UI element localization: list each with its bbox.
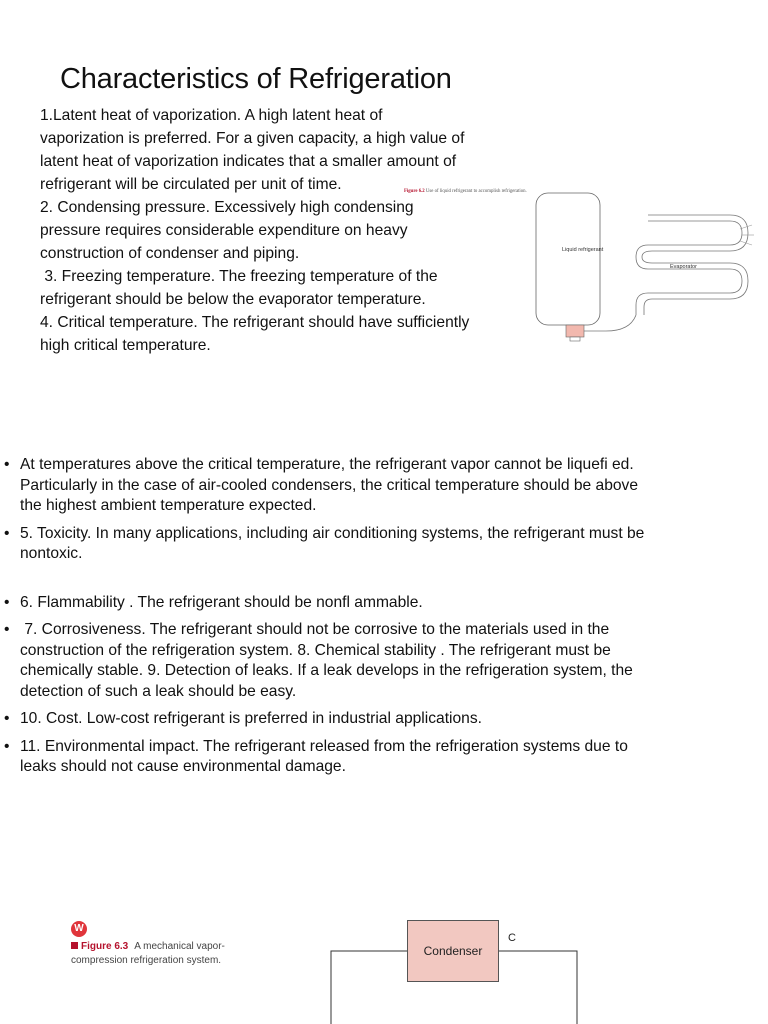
refrigerant-tank bbox=[536, 193, 600, 325]
wiley-badge-icon: W bbox=[71, 921, 87, 937]
paragraph-latent-heat: 1.Latent heat of vaporization. A high latent heat of vaporization is preferred. For a given capacity, a high value of latent heat of vaporization indicates that a smaller amount of refrigerant will be circulated per unit of time. bbox=[40, 107, 465, 193]
bullet-cost: • 10. Cost. Low-cost refrigerant is preferred in industrial applications. bbox=[4, 709, 664, 730]
figure-6-3-number: Figure 6.3 bbox=[81, 941, 129, 952]
figure-6-3-caption-text: A mechanical vapor-compression refrigeration system. bbox=[71, 941, 225, 966]
frost-marks bbox=[740, 225, 754, 245]
bullet-toxicity: • 5. Toxicity. In many applications, including air conditioning systems, the refrigerant must be nontoxic. bbox=[4, 524, 664, 565]
circuit-line-right bbox=[499, 951, 577, 1024]
paragraph-condensing-pressure: 2. Condensing pressure. Excessively high condensing pressure requires considerable expenditure on heavy construction of condenser and piping. bbox=[40, 199, 414, 262]
tank-valve bbox=[566, 325, 584, 337]
figure-6-2-caption-text: Use of liquid refrigerant to accomplish refrigeration. bbox=[425, 189, 527, 194]
tank-outlet bbox=[570, 337, 580, 341]
tank-label: Liquid refrigerant bbox=[562, 247, 604, 253]
point-c-label: C bbox=[508, 932, 516, 944]
bullet-flammability: • 6. Flammability . The refrigerant should be nonfl ammable. bbox=[4, 593, 664, 614]
bullet-critical-note: • At temperatures above the critical temperature, the refrigerant vapor cannot be liquefi ed. Particularly in the case of air-cooled condensers, the critical temperature should be above the highest ambient temperature expected. bbox=[4, 455, 664, 517]
figure-6-3-caption bbox=[71, 940, 271, 968]
paragraph-freezing-temperature: 3. Freezing temperature. The freezing temperature of the refrigerant should be below the evaporator temperature. bbox=[40, 268, 442, 308]
page-title: Characteristics of Refrigeration bbox=[60, 63, 452, 96]
circuit-line-left bbox=[331, 951, 407, 1024]
bullet-corrosiveness: • 7. Corrosiveness. The refrigerant should not be corrosive to the materials used in the construction of the refrigeration system. 8. Chemical stability . The refrigerant must be chemically stable. 9. Detection of leaks. If a leak develops in the refrigeration system, the detection of such a leak should be easy. bbox=[4, 620, 664, 702]
figure-6-2-illustration bbox=[400, 185, 768, 355]
figure-marker-icon bbox=[71, 942, 78, 949]
evaporator-label: Evaporator bbox=[670, 264, 697, 270]
characteristics-bullet-list bbox=[4, 455, 664, 785]
figure-6-2-number: Figure 6.2 bbox=[404, 189, 425, 194]
bullet-environmental-impact: • 11. Environmental impact. The refrigerant released from the refrigeration systems due to leaks should not cause environmental damage. bbox=[4, 737, 664, 778]
paragraph-critical-temperature: 4. Critical temperature. The refrigerant should have sufficiently high critical temperature. bbox=[40, 314, 470, 354]
figure-6-2-caption bbox=[404, 189, 534, 195]
figure-6-2 bbox=[400, 185, 768, 355]
condenser-box: Condenser bbox=[407, 920, 499, 982]
